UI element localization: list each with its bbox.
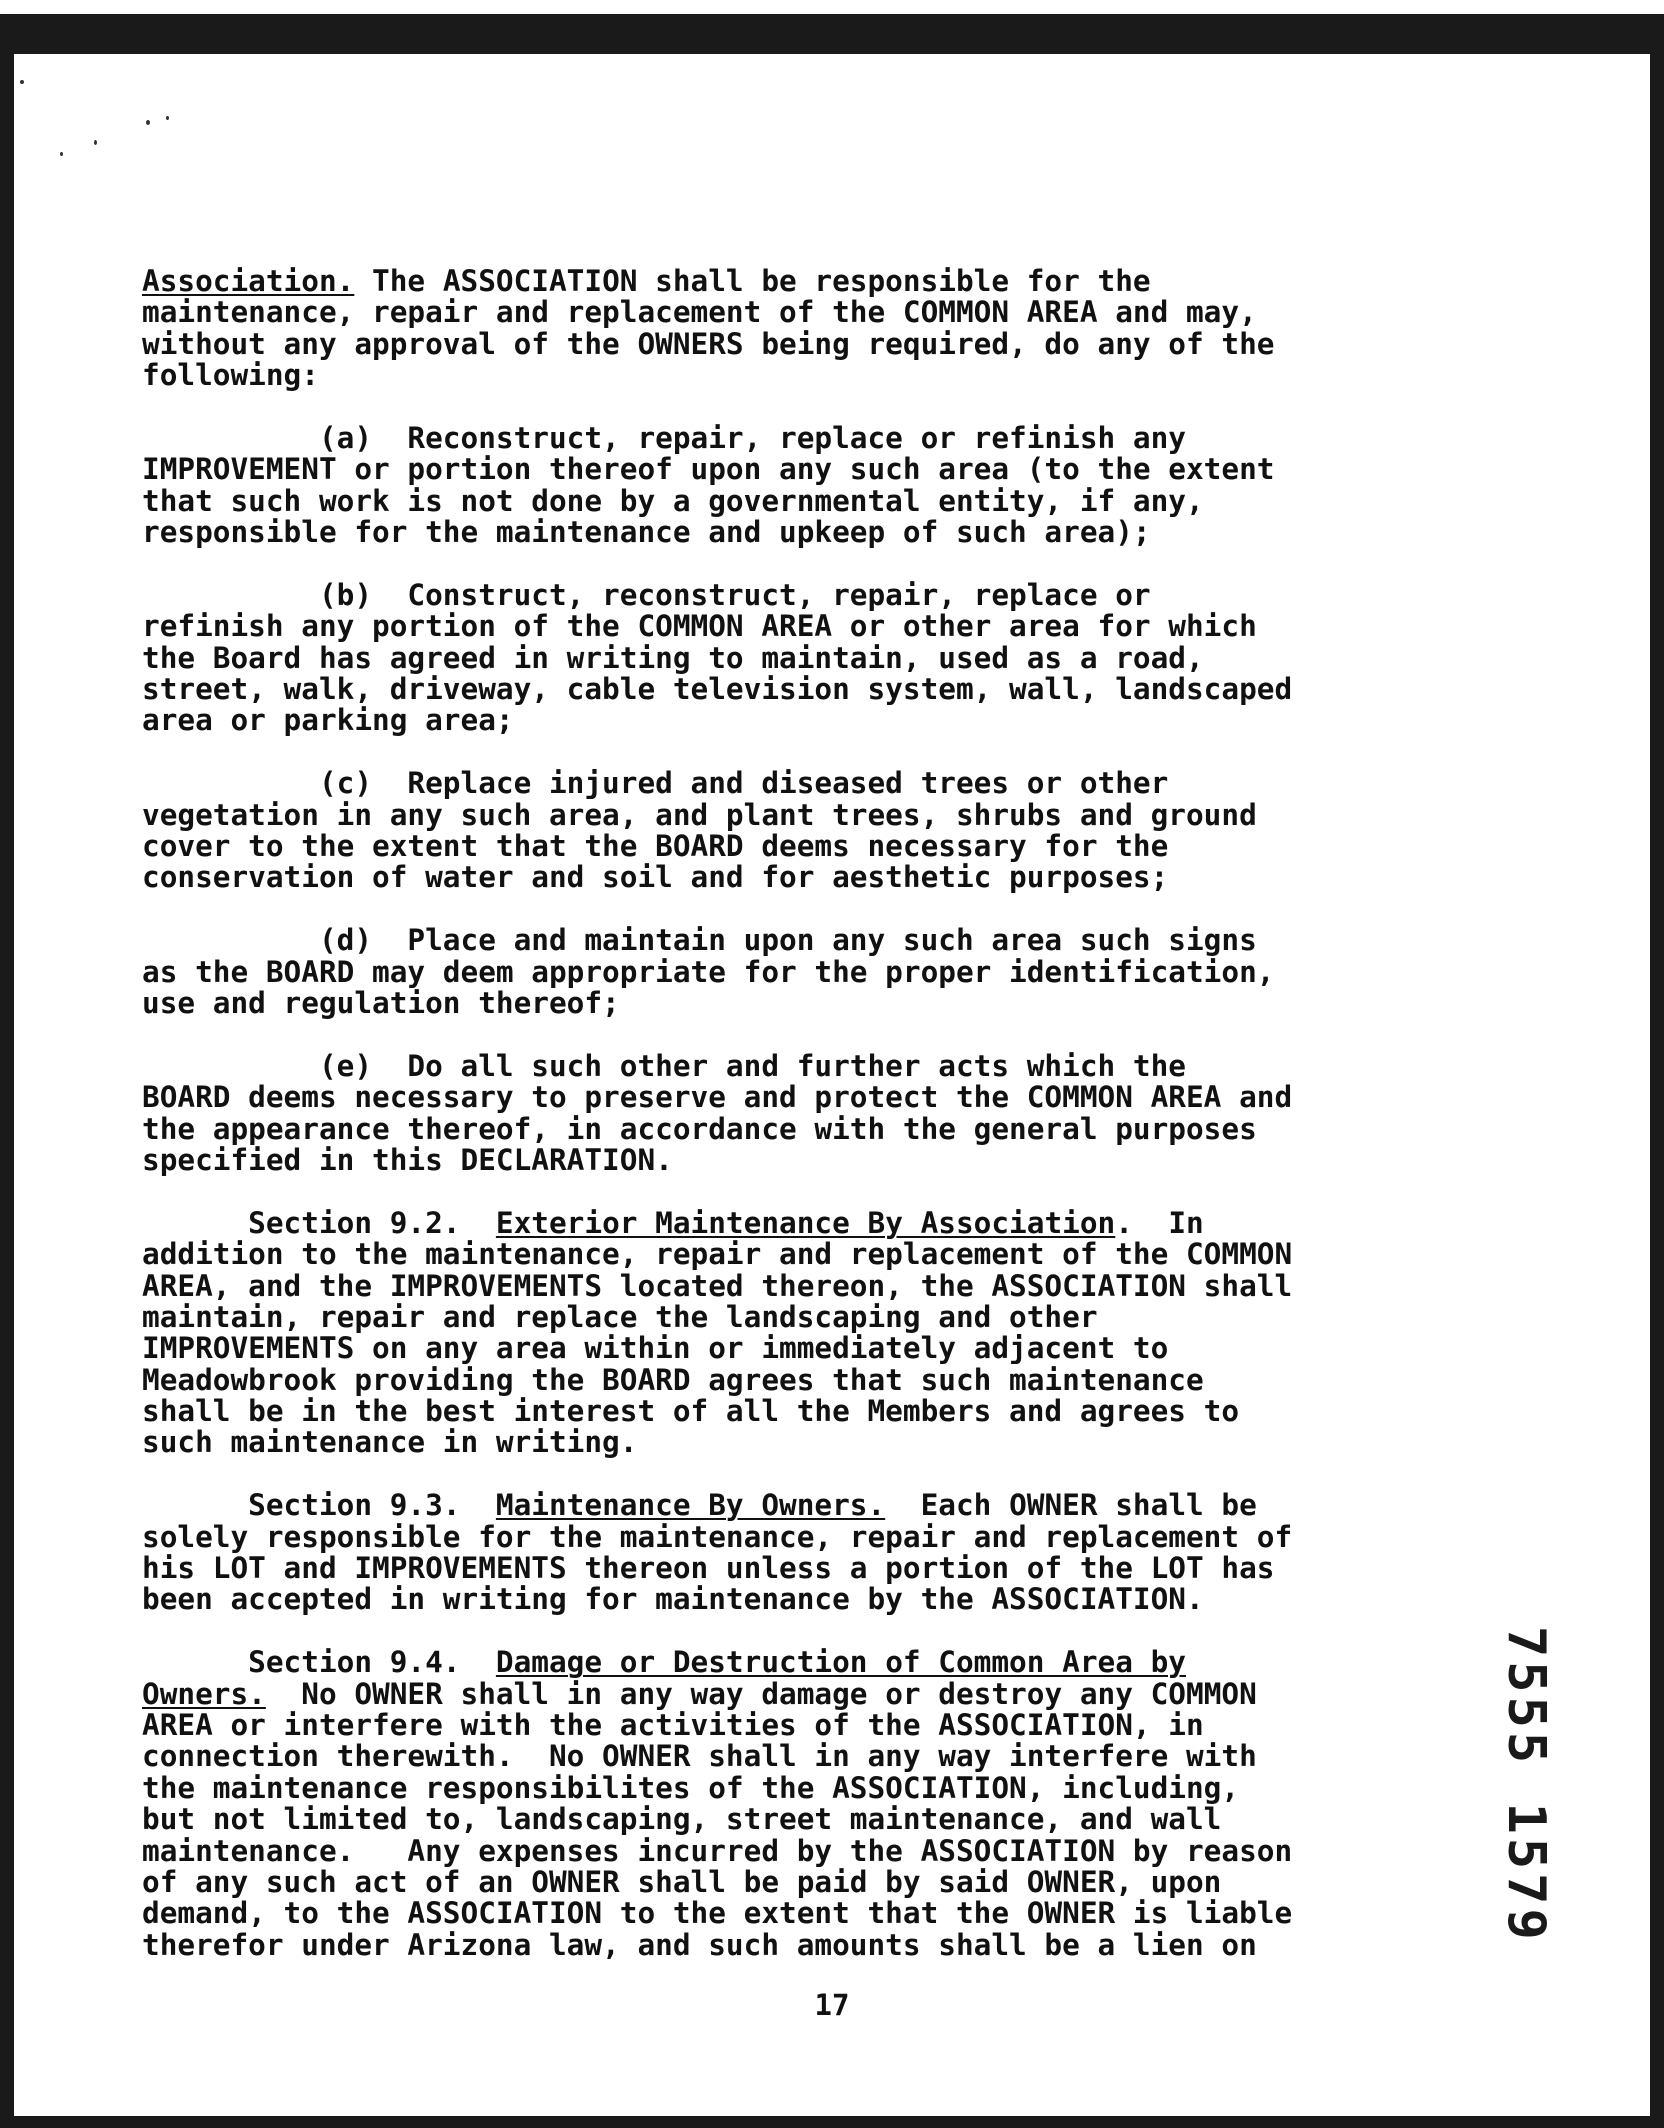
- item-e-line: [142, 1082, 1432, 1113]
- paragraph-gap: [142, 1176, 1432, 1207]
- text-span: connection therewith. No OWNER shall in any way interfere with: [142, 1739, 1257, 1774]
- text-span: Section 9.2.: [142, 1205, 496, 1240]
- text-span: as the BOARD may deem appropriate for the proper identification,: [142, 954, 1275, 989]
- item-d-line: [142, 954, 1432, 989]
- scan-top-edge: [0, 0, 1664, 14]
- text-line: [142, 297, 1432, 328]
- text-span: the Board has agreed in writing to maintain, used as a road,: [142, 640, 1204, 675]
- section-9-2-heading: [142, 1205, 1432, 1240]
- paragraph-gap: [142, 1019, 1432, 1050]
- text-span: (e) Do all such other and further acts which the: [142, 1048, 1186, 1083]
- paragraph-gap: [142, 1616, 1432, 1647]
- text-span: his LOT and IMPROVEMENTS thereon unless a portion of the LOT has: [142, 1551, 1275, 1586]
- text-span: (c) Replace injured and diseased trees or other: [142, 766, 1169, 801]
- text-span: refinish any portion of the COMMON AREA or other area for which: [142, 609, 1257, 644]
- item-a-line: [142, 517, 1432, 548]
- item-b-line: [142, 674, 1432, 705]
- section-9-2-line: [142, 1239, 1432, 1270]
- text-span: the appearance thereof, in accordance with the general purposes: [142, 1111, 1257, 1146]
- text-span: been accepted in writing for maintenance by the ASSOCIATION.: [142, 1582, 1204, 1617]
- text-span: shall be in the best interest of all the Members and agrees to: [142, 1394, 1240, 1429]
- text-span: IMPROVEMENTS on any area within or immediately adjacent to: [142, 1331, 1169, 1366]
- text-span: therefor under Arizona law, and such amounts shall be a lien on: [142, 1927, 1257, 1962]
- text-span: addition to the maintenance, repair and replacement of the COMMON: [142, 1237, 1293, 1272]
- text-span: area or parking area;: [142, 703, 514, 738]
- item-c-line: [142, 768, 1432, 799]
- text-span: BOARD deems necessary to preserve and protect the COMMON AREA and: [142, 1080, 1293, 1115]
- section-9-2-line: [142, 1427, 1432, 1458]
- scan-speck: [60, 152, 63, 156]
- text-span: (d) Place and maintain upon any such area such signs: [142, 923, 1257, 958]
- text-span: solely responsible for the maintenance, repair and replacement of: [142, 1519, 1293, 1554]
- text-span: Section 9.3.: [142, 1488, 496, 1523]
- text-span: of any such act of an OWNER shall be paid by said OWNER, upon: [142, 1864, 1222, 1899]
- text-span: the maintenance responsibilites of the ASSOCIATION, including,: [142, 1770, 1240, 1805]
- text-span: The ASSOCIATION shall be responsible for the: [354, 264, 1151, 298]
- section-9-4-line: [142, 1927, 1432, 1962]
- text-span: (b) Construct, reconstruct, repair, replace or: [142, 577, 1151, 612]
- text-span: No OWNER shall in any way damage or destroy any COMMON: [265, 1676, 1257, 1711]
- document-body: [142, 266, 1432, 1961]
- item-d-line: [142, 985, 1432, 1020]
- item-b-line: [142, 640, 1432, 675]
- text-span: Section 9.4.: [142, 1645, 496, 1680]
- item-c-line: [142, 797, 1432, 832]
- item-e-line: [142, 1142, 1432, 1177]
- item-a-line: [142, 483, 1432, 518]
- section-9-4-line: [142, 1833, 1432, 1868]
- text-span: maintenance, repair and replacement of the COMMON AREA and may,: [142, 295, 1257, 330]
- item-a-line: [142, 420, 1432, 455]
- section-9-2-line: [142, 1333, 1432, 1364]
- text-span: maintain, repair and replace the landscaping and other: [142, 1299, 1098, 1334]
- section-title: Damage or Destruction of Common Area by: [495, 1645, 1186, 1680]
- text-span: use and regulation thereof;: [142, 985, 620, 1020]
- text-span: vegetation in any such area, and plant trees, shrubs and ground: [142, 797, 1257, 832]
- text-span: IMPROVEMENT or portion thereof upon any such area (to the extent: [142, 452, 1275, 487]
- paragraph-gap: [142, 392, 1432, 423]
- text-span: cover to the extent that the BOARD deems necessary for the: [142, 829, 1169, 864]
- text-span: responsible for the maintenance and upkeep of such area);: [142, 515, 1151, 550]
- section-9-4-heading: [142, 1676, 1432, 1711]
- text-span: without any approval of the OWNERS being required, do any of the: [142, 326, 1275, 361]
- text-span: . In: [1115, 1205, 1204, 1240]
- text-span: that such work is not done by a governmental entity, if any,: [142, 483, 1204, 518]
- text-line: [142, 360, 1432, 391]
- text-span: Meadowbrook providing the BOARD agrees that such maintenance: [142, 1362, 1204, 1397]
- text-span: such maintenance in writing.: [142, 1425, 638, 1460]
- paragraph-gap: [142, 894, 1432, 925]
- page-number: 17: [814, 1988, 850, 2022]
- section-9-3-line: [142, 1519, 1432, 1554]
- item-d-line: [142, 925, 1432, 956]
- section-9-2-line: [142, 1396, 1432, 1427]
- section-9-4-line: [142, 1864, 1432, 1899]
- section-9-4-line: [142, 1898, 1432, 1929]
- section-title: Maintenance By Owners.: [495, 1488, 886, 1523]
- section-9-4-line: [142, 1804, 1432, 1835]
- scan-speck: [94, 140, 97, 145]
- item-b-line: [142, 611, 1432, 642]
- item-b-line: [142, 577, 1432, 612]
- scan-speck: [20, 80, 24, 84]
- paragraph-gap: [142, 737, 1432, 768]
- scan-speck: [146, 120, 150, 125]
- text-span: maintenance. Any expenses incurred by the ASSOCIATION by reason: [142, 1833, 1293, 1868]
- text-span: but not limited to, landscaping, street maintenance, and wall: [142, 1802, 1222, 1837]
- item-b-line: [142, 705, 1432, 736]
- section-title: Exterior Maintenance By Association: [495, 1205, 1116, 1240]
- section-9-2-line: [142, 1268, 1432, 1303]
- item-e-line: [142, 1048, 1432, 1083]
- section-9-3-heading: [142, 1490, 1432, 1521]
- item-a-line: [142, 454, 1432, 485]
- section-9-2-line: [142, 1299, 1432, 1334]
- item-e-line: [142, 1111, 1432, 1146]
- section-title: Owners.: [142, 1676, 266, 1711]
- section-9-3-line: [142, 1553, 1432, 1584]
- section-9-3-line: [142, 1584, 1432, 1615]
- text-span: following:: [142, 358, 319, 393]
- intro-heading: Association.: [142, 264, 355, 298]
- section-9-4-line: [142, 1770, 1432, 1805]
- item-c-line: [142, 862, 1432, 893]
- document-page: [14, 54, 1650, 2116]
- text-span: (a) Reconstruct, repair, replace or refinish any: [142, 420, 1186, 455]
- text-span: AREA, and the IMPROVEMENTS located thereon, the ASSOCIATION shall: [142, 1268, 1293, 1303]
- section-9-2-line: [142, 1362, 1432, 1397]
- text-line: [142, 266, 1432, 297]
- text-span: AREA or interfere with the activities of the ASSOCIATION, in: [142, 1707, 1204, 1742]
- section-9-4-line: [142, 1741, 1432, 1772]
- scan-speck: [166, 116, 169, 120]
- paragraph-gap: [142, 1459, 1432, 1490]
- paragraph-gap: [142, 549, 1432, 580]
- section-9-4-line: [142, 1707, 1432, 1742]
- side-stamp: 7555 1579: [1496, 1626, 1556, 1944]
- item-c-line: [142, 831, 1432, 862]
- text-span: specified in this DECLARATION.: [142, 1142, 673, 1177]
- text-span: demand, to the ASSOCIATION to the extent that the OWNER is liable: [142, 1896, 1293, 1931]
- section-9-4-heading: [142, 1647, 1432, 1678]
- text-span: conservation of water and soil and for aesthetic purposes;: [142, 860, 1169, 895]
- text-span: Each OWNER shall be: [885, 1488, 1257, 1523]
- text-line: [142, 326, 1432, 361]
- text-span: street, walk, driveway, cable television system, wall, landscaped: [142, 672, 1293, 707]
